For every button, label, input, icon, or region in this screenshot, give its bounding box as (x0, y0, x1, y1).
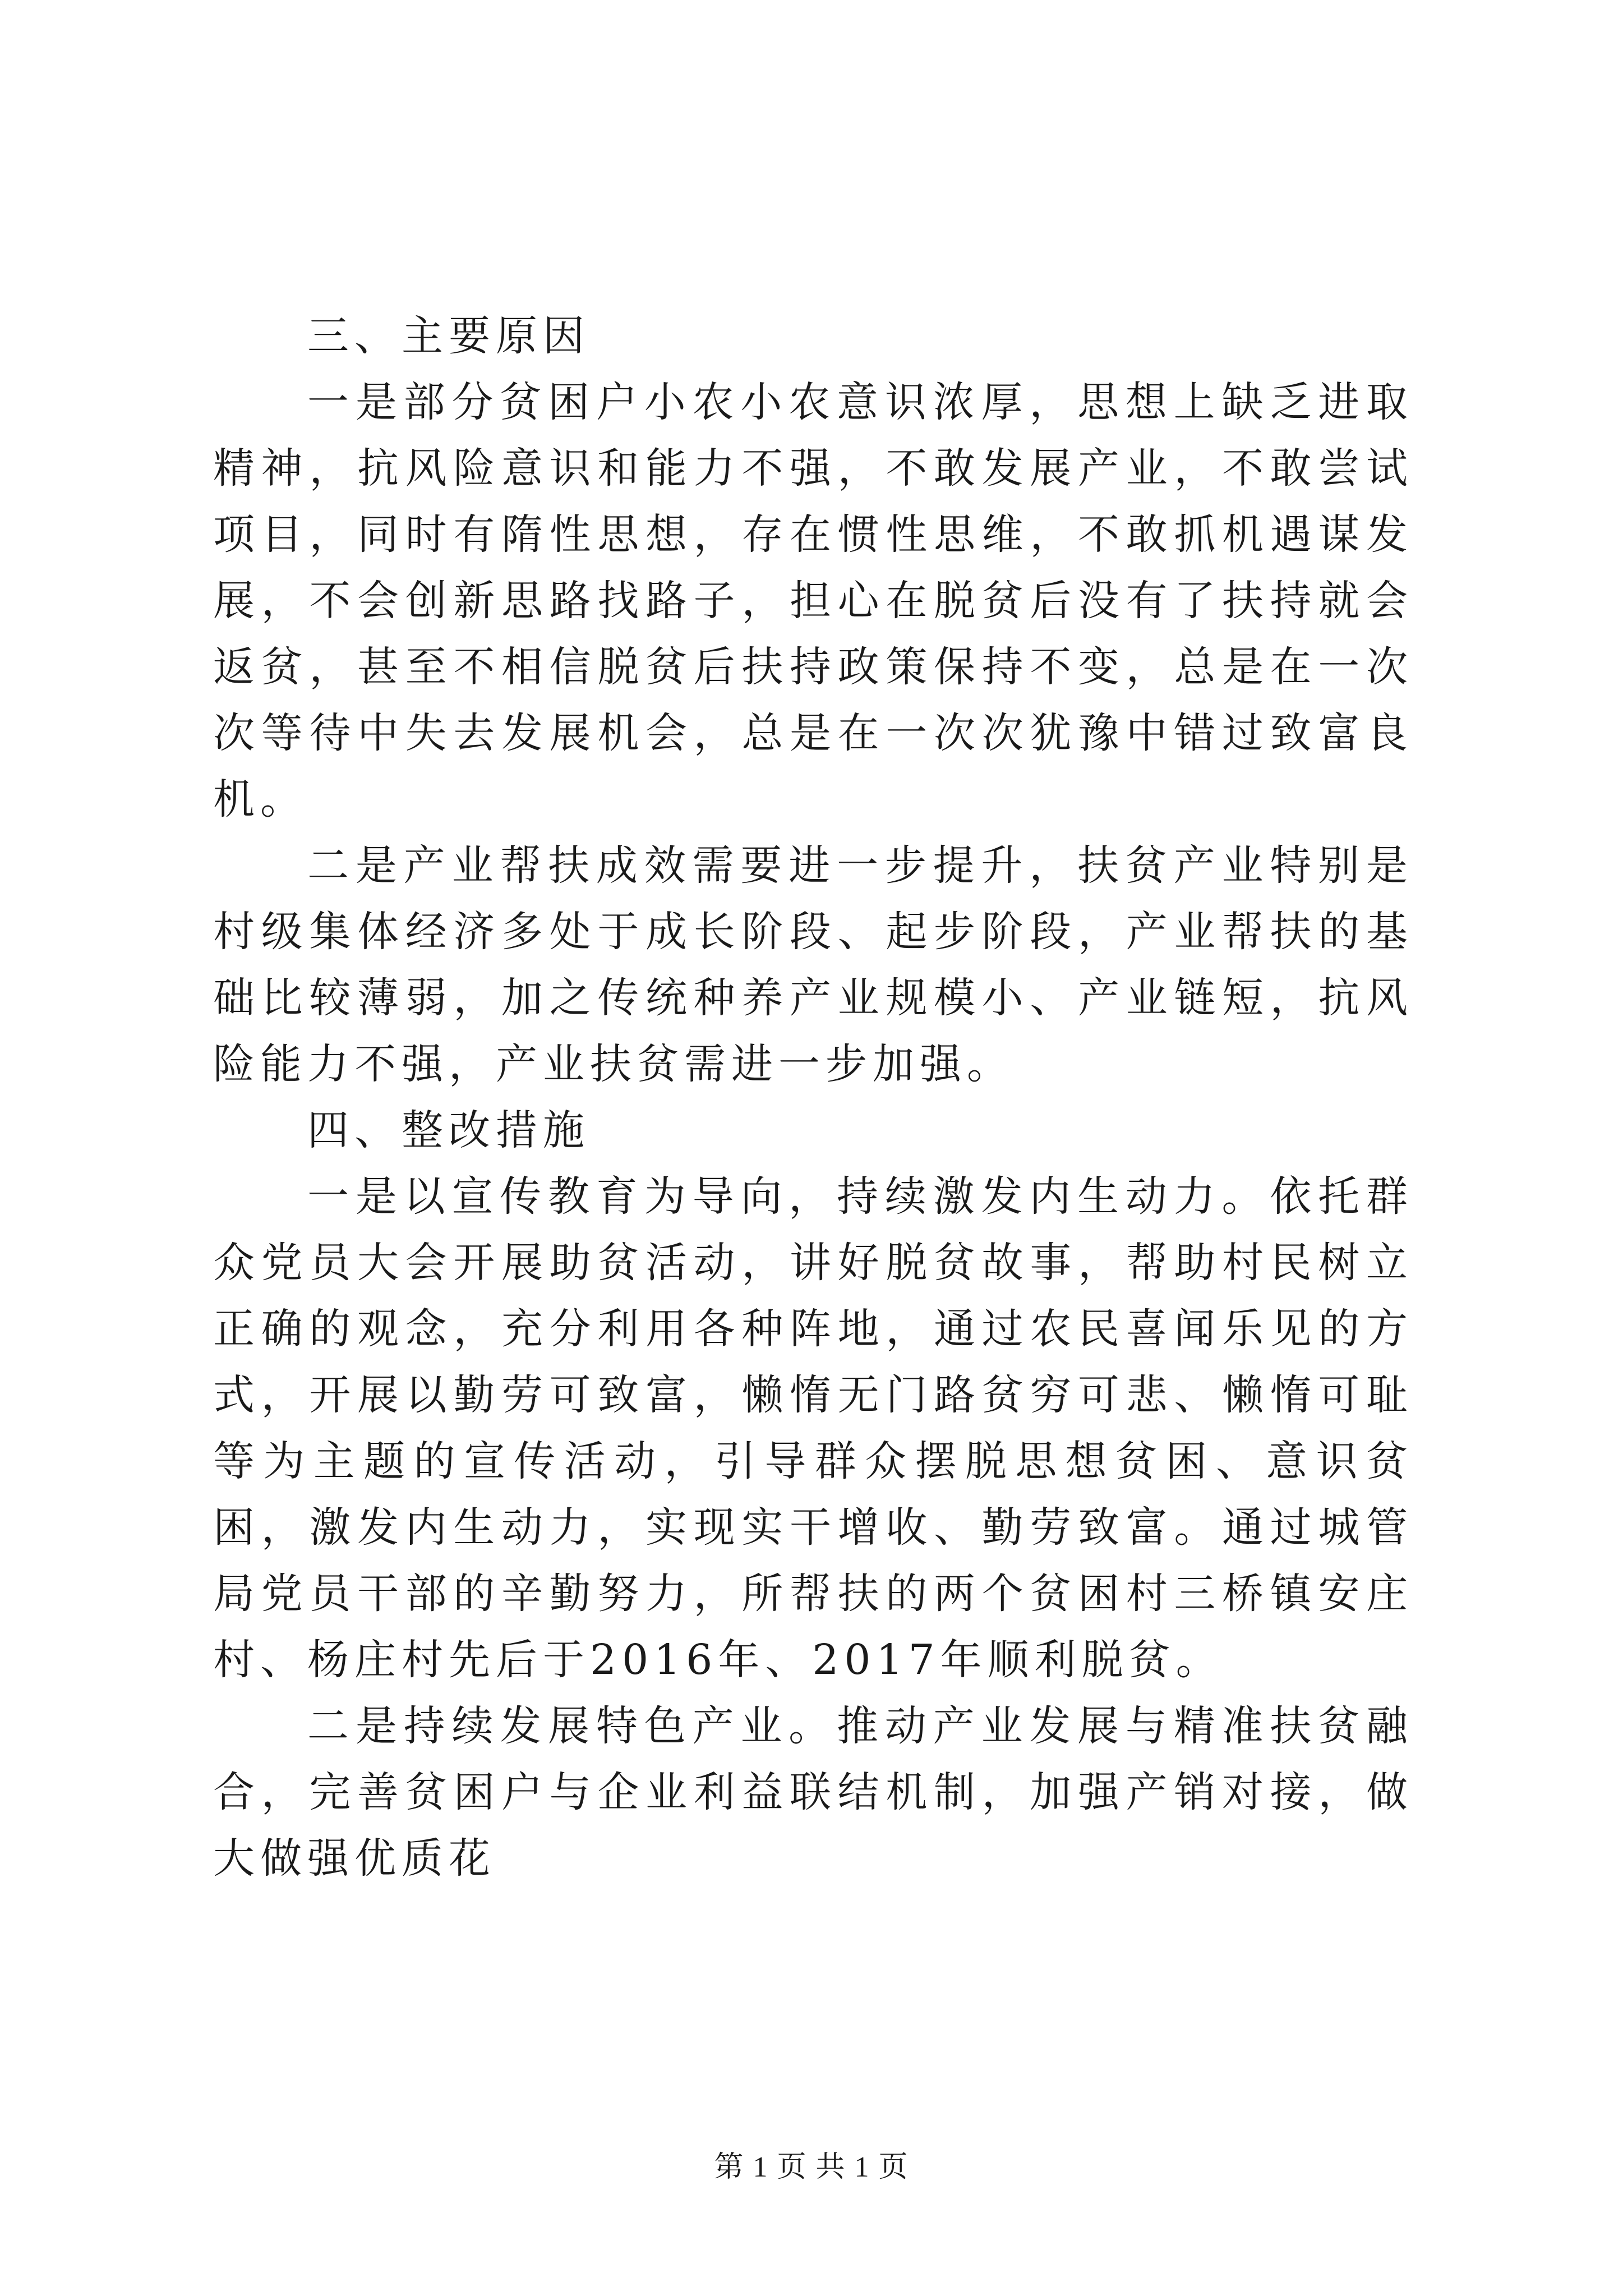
paragraph-measure-1: 一是以宣传教育为导向，持续激发内生动力。依托群众党员大会开展助贫活动，讲好脱贫故事，帮助村民树立正确的观念，充分利用各种阵地，通过农民喜闻乐见的方式，开展以勤劳可致富，懒惰无门路贫穷可悲、懒惰可耻等为主题的宣传活动，引导群众摆脱思想贫困、意识贫困，激发内生动力，实现实干增收、勤劳致富。通过城管局党员干部的辛勤努力，所帮扶的两个贫困村三桥镇安庄村、杨庄村先后于2016年、2017年顺利脱贫。 (213, 1172, 1413, 1684)
page-footer: 第 1 页 共 1 页 (714, 2151, 909, 2183)
paragraph-cause-2: 二是产业帮扶成效需要进一步提升，扶贫产业特别是村级集体经济多处于成长阶段、起步阶段，产业帮扶的基础比较薄弱，加之传统种养产业规模小、产业链短，抗风险能力不强，产业扶贫需进一步加强。 (213, 841, 1413, 1088)
section-heading-causes: 三、主要原因 (307, 312, 590, 360)
paragraph-measure-2: 二是持续发展特色产业。推动产业发展与精准扶贫融合，完善贫困户与企业利益联结机制，加强产销对接，做大做强优质花 (213, 1702, 1413, 1883)
section-heading-measures: 四、整改措施 (307, 1106, 590, 1154)
paragraph-cause-1: 一是部分贫困户小农小农意识浓厚，思想上缺乏进取精神，抗风险意识和能力不强，不敢发展产业，不敢尝试项目，同时有隋性思想，存在惯性思维，不敢抓机遇谋发展，不会创新思路找路子，担心在脱贫后没有了扶持就会返贫，甚至不相信脱贫后扶持政策保持不变，总是在一次次等待中失去发展机会，总是在一次次犹豫中错过致富良机。 (213, 378, 1413, 823)
document-body (213, 303, 1413, 1892)
